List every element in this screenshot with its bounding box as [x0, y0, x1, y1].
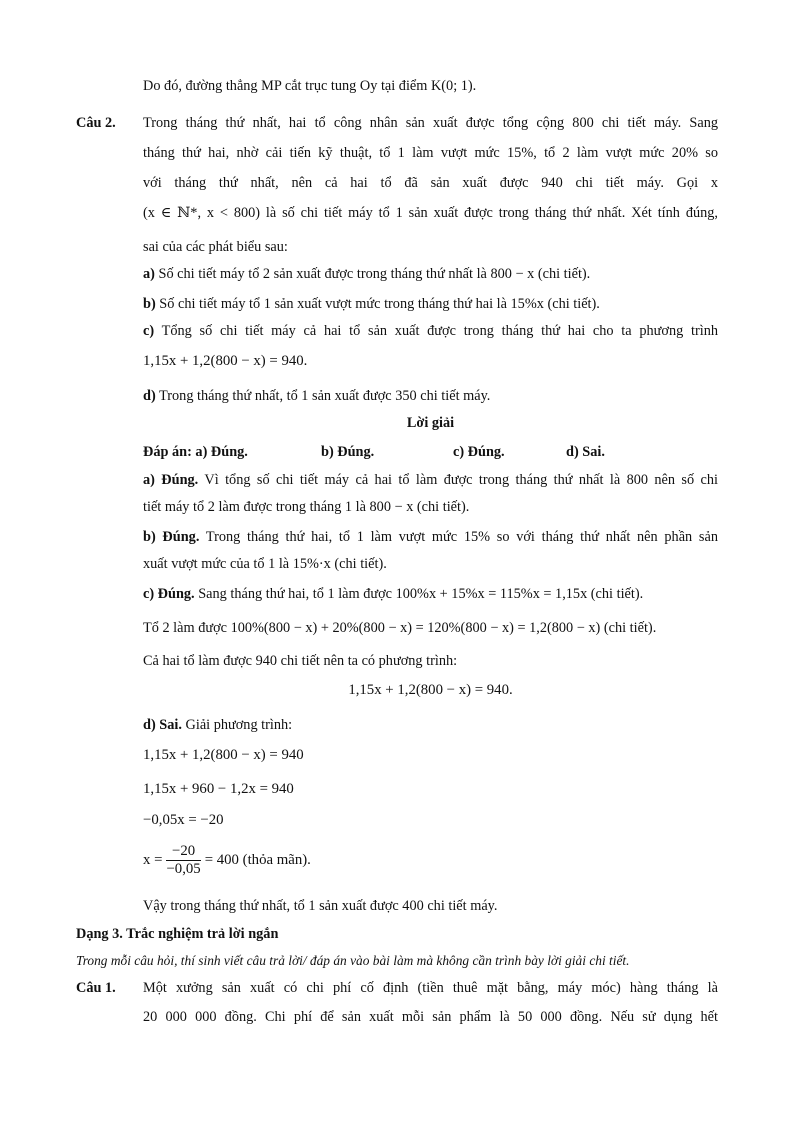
question-1-line-2: 20 000 000 đồng. Chi phí để sản xuất mỗi sản phẩm là 50 000 đồng. Nếu sử dụng hết	[143, 1009, 718, 1025]
question-2-line-4: (x ∈ ℕ*, x < 800) là số chi tiết máy tổ 1 sản xuất được trong tháng thứ nhất. Xét tính đúng,	[143, 205, 718, 221]
question-2-line-1: Trong tháng thứ nhất, hai tổ công nhân sản xuất được tổng cộng 800 chi tiết máy. Sang	[143, 115, 718, 131]
statement-d: d) Trong tháng thứ nhất, tổ 1 sản xuất được 350 chi tiết máy.	[143, 388, 491, 404]
statement-c-line-1: c) Tổng số chi tiết máy cả hai tổ sản xuất được trong tháng thứ hai cho ta phương trình	[143, 323, 718, 339]
line-intro: Do đó, đường thẳng MP cắt trục tung Oy tại điểm K(0; 1).	[143, 78, 477, 94]
solution-d-step-4: x = $\frac{-20}{-0,05}$ = 400 (thỏa mãn).	[143, 843, 311, 878]
question-2-line-2: tháng thứ hai, nhờ cải tiến kỹ thuật, tổ 1 làm vượt mức 15%, tổ 2 làm vượt mức 20% so	[143, 145, 718, 161]
question-1-label: Câu 1.	[76, 980, 116, 996]
solution-d-step-2: 1,15x + 960 − 1,2x = 940	[143, 781, 294, 797]
answer-key-b: b) Đúng.	[321, 444, 375, 460]
solution-b-line-2: xuất vượt mức của tổ 1 là 15%·x (chi tiết).	[143, 556, 387, 572]
solution-d-step-3: −0,05x = −20	[143, 812, 224, 828]
answer-key-label: Đáp án: a) Đúng.	[143, 444, 248, 460]
answer-key-c: c) Đúng.	[453, 444, 505, 460]
solution-heading: Lời giải	[406, 415, 455, 431]
statement-a: a) Số chi tiết máy tổ 2 sản xuất được trong tháng thứ nhất là 800 − x (chi tiết).	[143, 266, 591, 282]
question-2-label: Câu 2.	[76, 115, 116, 131]
solution-a-line-2: tiết máy tổ 2 làm được trong tháng 1 là 800 − x (chi tiết).	[143, 499, 470, 515]
question-2-line-5: sai của các phát biểu sau:	[143, 239, 288, 255]
fraction: $\frac{-20}{-0,05}$	[166, 843, 201, 878]
solution-d-line-1: d) Sai. Giải phương trình:	[143, 717, 293, 733]
solution-conclusion: Vậy trong tháng thứ nhất, tổ 1 sản xuất được 400 chi tiết máy.	[143, 898, 498, 914]
answer-key-d: d) Sai.	[566, 444, 605, 460]
solution-c-equation: 1,15x + 1,2(800 − x) = 940.	[348, 682, 513, 698]
solution-b-line-1: b) Đúng. Trong tháng thứ hai, tổ 1 làm vượt mức 15% so với tháng thứ nhất nên phần sản	[143, 529, 718, 545]
question-2-line-3: với tháng thứ nhất, nên cả hai tổ đã sản xuất được 940 chi tiết máy. Gọi x	[143, 175, 718, 191]
solution-a-line-1: a) Đúng. Vì tổng số chi tiết máy cả hai tổ làm được trong tháng thứ nhất là 800 nên số chi	[143, 472, 718, 488]
section-instruction: Trong mỗi câu hỏi, thí sinh viết câu trả lời/ đáp án vào bài làm mà không cần trình bày lời giải chi tiết.	[76, 953, 630, 968]
statement-c-equation: 1,15x + 1,2(800 − x) = 940.	[143, 353, 308, 369]
statement-b: b) Số chi tiết máy tổ 1 sản xuất vượt mức trong tháng thứ hai là 15%x (chi tiết).	[143, 296, 600, 312]
solution-d-step-1: 1,15x + 1,2(800 − x) = 940	[143, 747, 304, 763]
section-heading: Dạng 3. Trắc nghiệm trả lời ngắn	[76, 926, 279, 942]
solution-c-line-1: c) Đúng. Sang tháng thứ hai, tổ 1 làm được 100%x + 15%x = 115%x = 1,15x (chi tiết).	[143, 586, 644, 602]
question-1-line-1: Một xưởng sản xuất có chi phí cố định (tiền thuê mặt bằng, máy móc) hàng tháng là	[143, 980, 718, 996]
solution-c-line-3: Cả hai tổ làm được 940 chi tiết nên ta có phương trình:	[143, 653, 458, 669]
solution-c-line-2: Tổ 2 làm được 100%(800 − x) + 20%(800 − x) = 120%(800 − x) = 1,2(800 − x) (chi tiết).	[143, 620, 657, 636]
